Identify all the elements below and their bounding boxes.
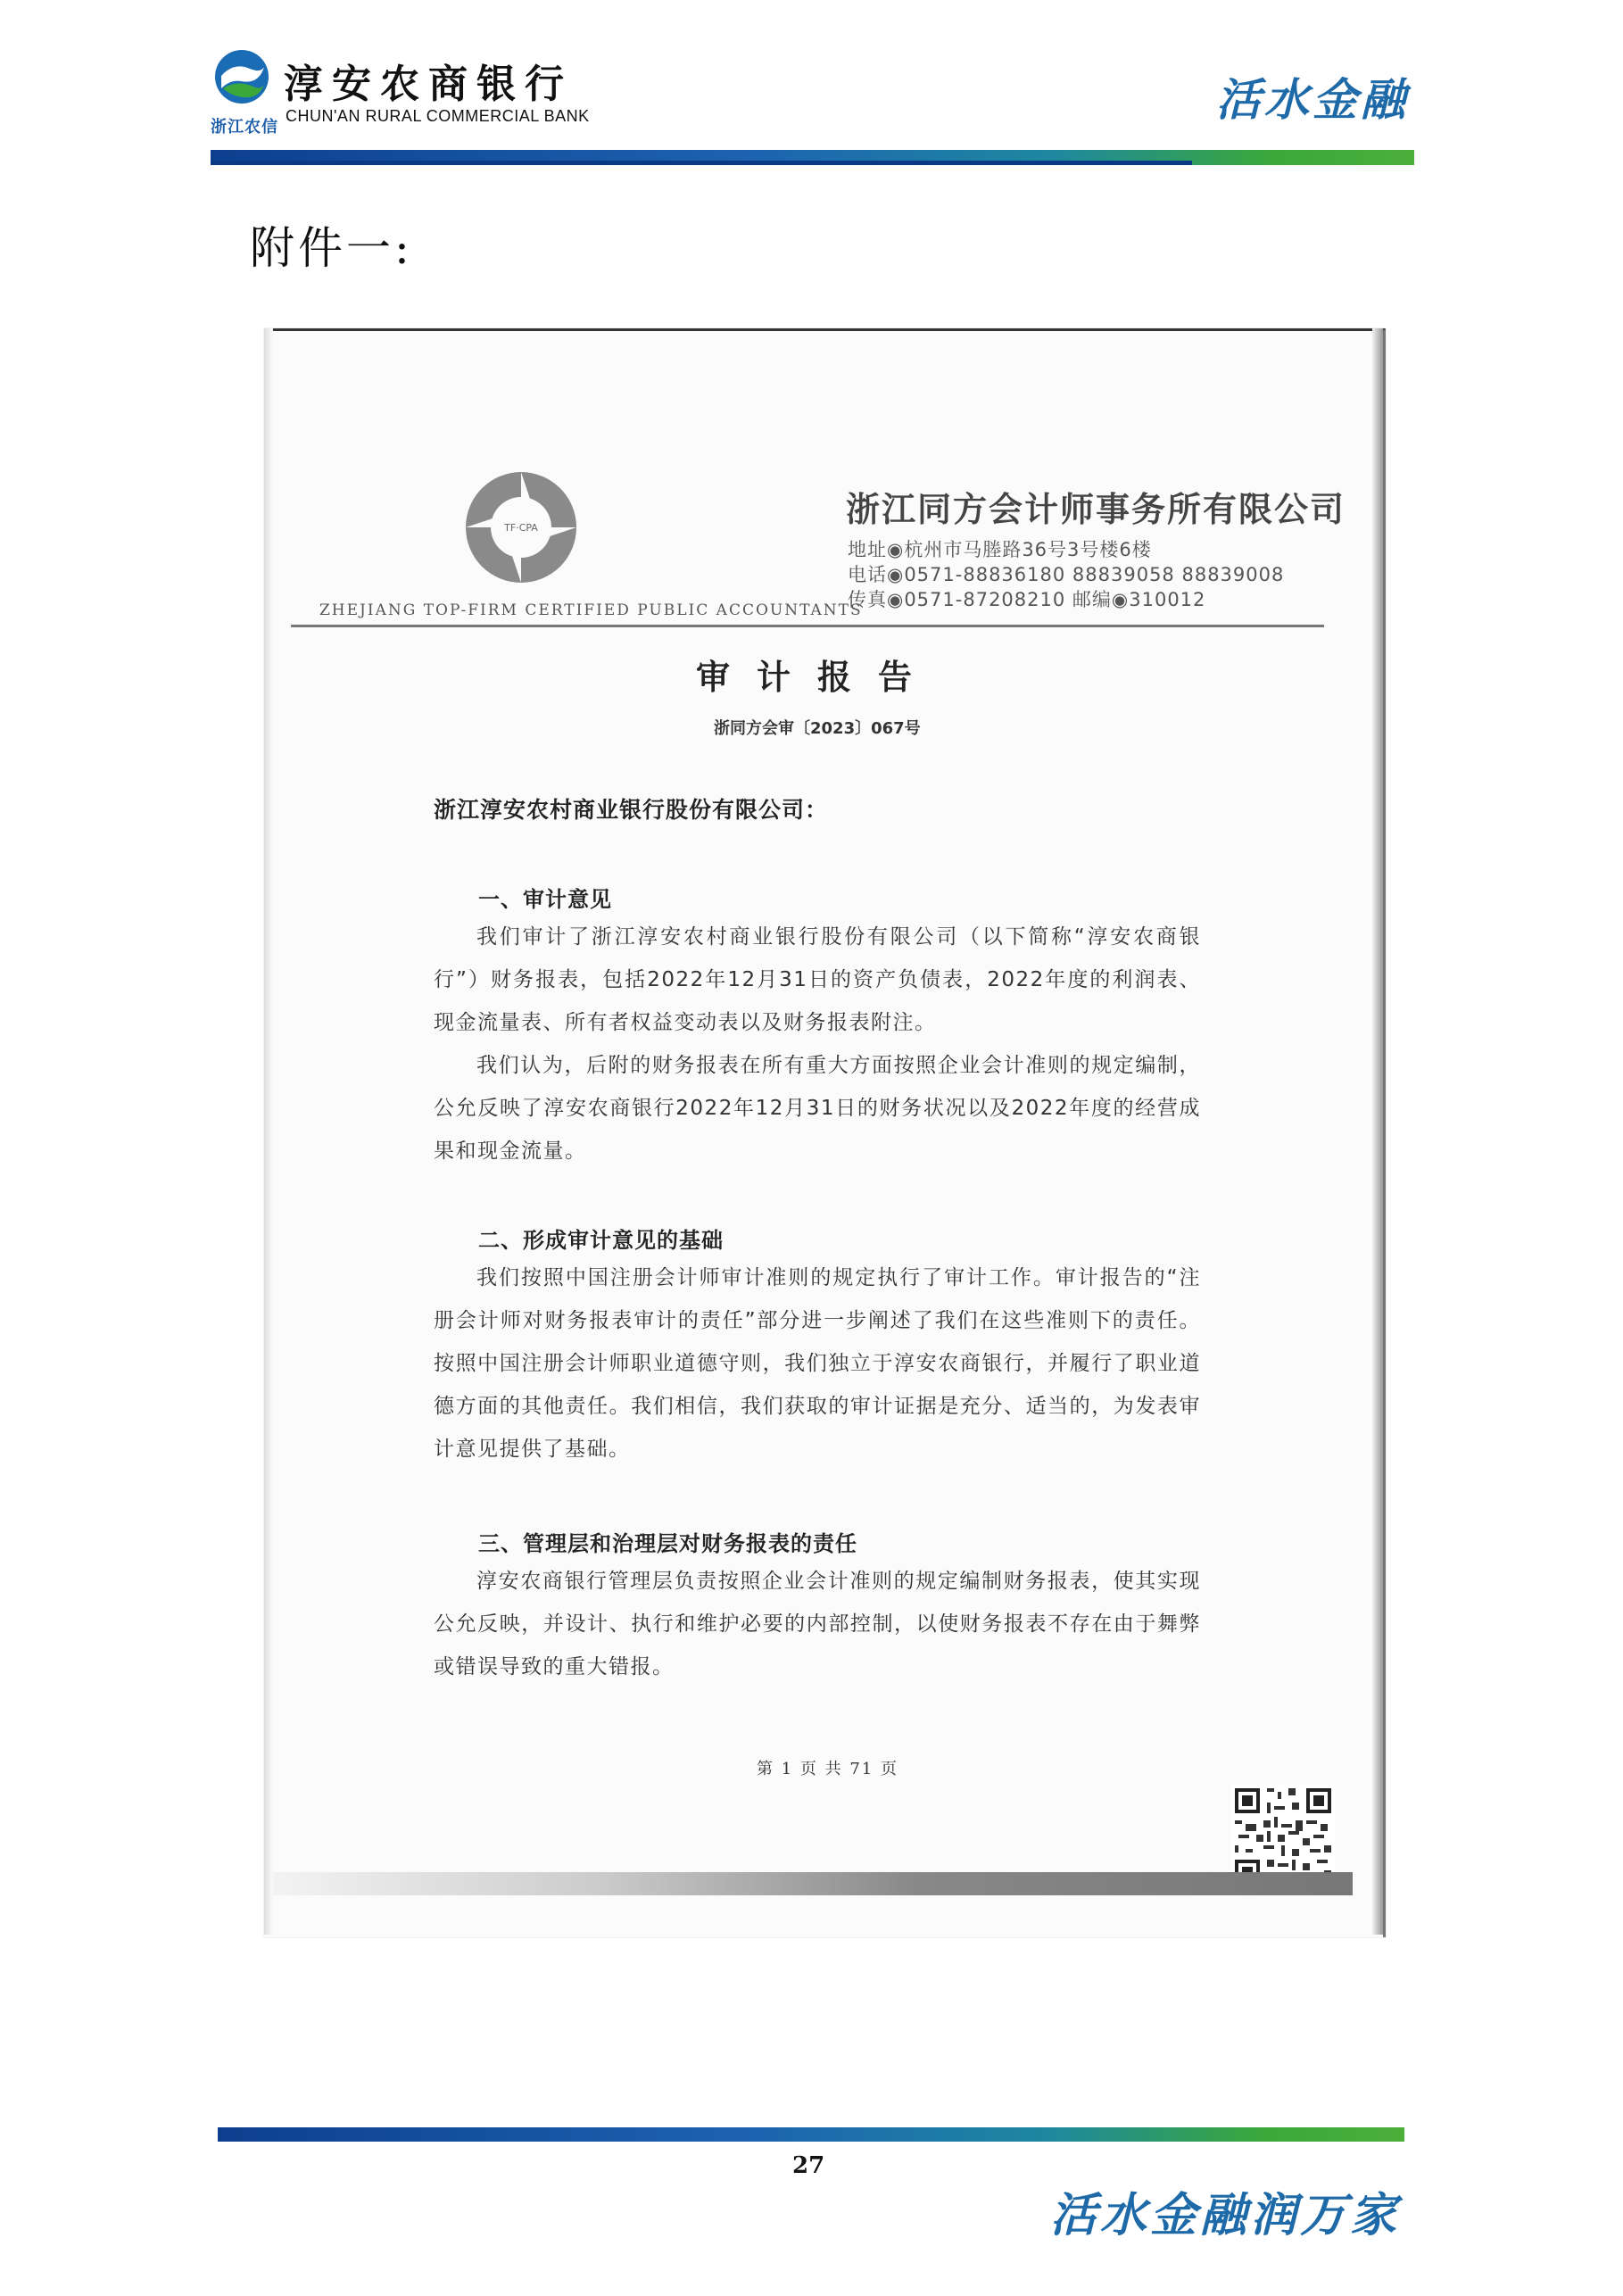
firm-logo-icon (462, 468, 580, 586)
bank-name-cn: 淳安农商银行 (284, 62, 573, 107)
page-number: 27 (792, 2152, 825, 2179)
section-3-paragraph-1: 淳安农商银行管理层负责按照企业会计准则的规定编制财务报表，使其实现公允反映，并设计、执行和维护必要的内部控制，以使财务报表不存在由于舞弊或错误导致的重大错报。 (434, 1570, 1201, 1678)
scan-right-edge (1372, 328, 1383, 1935)
header-slogan: 活水金融 (1216, 73, 1409, 126)
scan-left-edge (264, 328, 273, 1935)
bank-name-en: CHUN'AN RURAL COMMERCIAL BANK (286, 107, 590, 125)
firm-address: 地址◉杭州市马塍路36号3号楼6楼 (848, 539, 1152, 560)
firm-fax: 传真◉0571-87208210 邮编◉310012 (848, 589, 1206, 610)
firm-phone: 电话◉0571-88836180 88839058 88839008 (848, 564, 1285, 585)
firm-logo-text: TF·CPA (504, 522, 538, 534)
logo-caption: 浙江农信 (211, 118, 278, 137)
section-heading-2: 二、形成审计意见的基础 (478, 1228, 724, 1253)
scan-bottom-shadow (273, 1872, 1353, 1895)
report-number: 浙同方会审〔2023〕067号 (714, 719, 921, 738)
section-heading-3: 三、管理层和治理层对财务报表的责任 (478, 1531, 857, 1556)
bank-logo-icon (214, 49, 269, 104)
section-1-paragraph-1: 我们审计了浙江淳安农村商业银行股份有限公司（以下简称“淳安农商银行”）财务报表，包括2022年12月31日的资产负债表，2022年度的利润表、现金流量表、所有者权益变动表以及财务报表附注。 (434, 925, 1201, 1034)
annex-label: 附件一: (250, 222, 413, 274)
section-heading-1: 一、审计意见 (478, 887, 612, 912)
letterhead-rule (291, 625, 1324, 627)
header-bar-line (211, 161, 1192, 165)
firm-name-cn: 浙江同方会计师事务所有限公司 (846, 489, 1346, 529)
report-title: 审计报告 (696, 658, 940, 697)
section-1-paragraph-2: 我们认为，后附的财务报表在所有重大方面按照企业会计准则的规定编制，公允反映了淳安农商银行2022年12月31日的财务状况以及2022年度的经营成果和现金流量。 (434, 1054, 1201, 1163)
firm-name-en: ZHEJIANG TOP-FIRM CERTIFIED PUBLIC ACCOUNTANTS (319, 601, 863, 619)
footer-slogan: 活水金融润万家 (1049, 2188, 1400, 2242)
scan-page-indicator: 第 1 页 共 71 页 (757, 1760, 898, 1778)
addressee: 浙江淳安农村商业银行股份有限公司： (434, 797, 829, 823)
section-2-paragraph-1: 我们按照中国注册会计师审计准则的规定执行了审计工作。审计报告的“注册会计师对财务报表审计的责任”部分进一步阐述了我们在这些准则下的责任。按照中国注册会计师职业道德守则，我们独立于淳安农商银行，并履行了职业道德方面的其他责任。我们相信，我们获取的审计证据是充分、适当的，为发表审计意见提供了基础。 (434, 1266, 1201, 1461)
footer-color-bar (218, 2127, 1404, 2142)
